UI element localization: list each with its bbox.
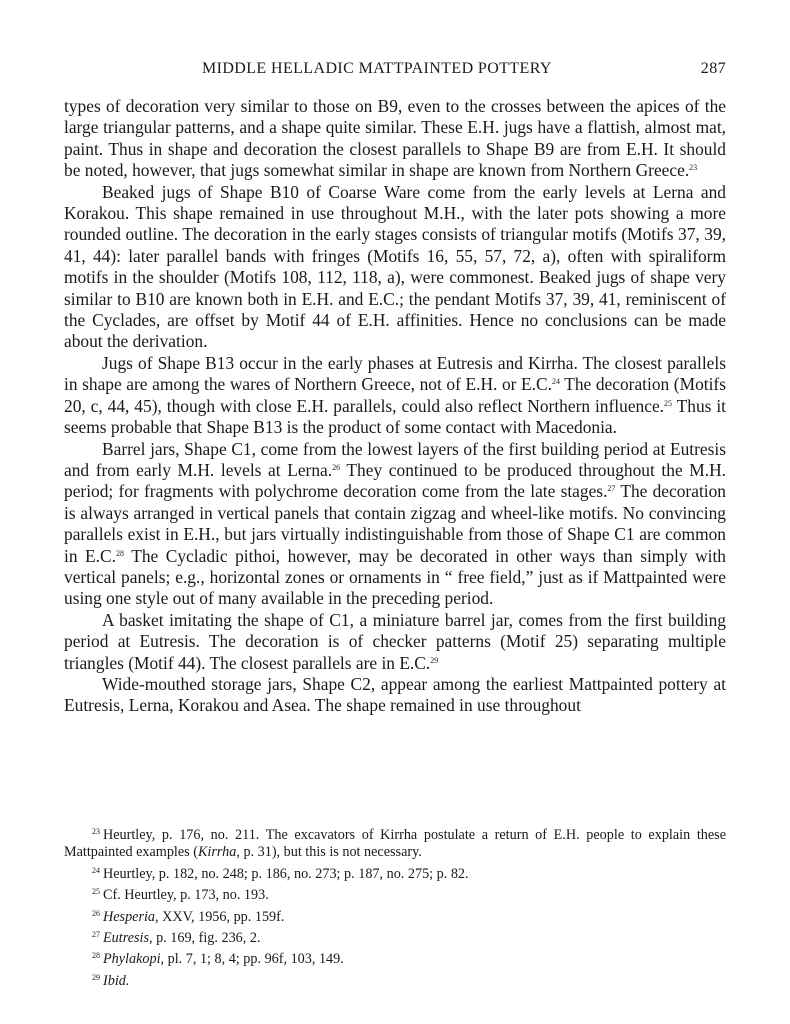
running-head: MIDDLE HELLADIC MATTPAINTED POTTERY xyxy=(202,60,552,77)
paragraph-text: Thus it seems probable that Shape B13 is the product of some contact with Macedonia. xyxy=(64,395,727,438)
footnote-italic: Ibid. xyxy=(103,972,130,989)
footnote-ref: 28 xyxy=(115,548,124,558)
paragraph-text: Beaked jugs of Shape B10 of Coarse Ware come from the early levels at Lerna and Korakou. This shape remained in use throughout M.H., with the later pots showing a more rounded outline. The decoration in the early stages consists of triangular motifs (Motifs 37, 39, 41, 44): later parallel bands with fringes (Motifs 16, 55, 57, 72, a), often with spiraliform motifs in the shoulder (Motifs 108, 112, 118, a), were commonest. Beaked jugs of shape very similar to B10 are known both in E.H. and E.C.; the pendant Motifs 37, 39, 41, reminiscent of the Cyclades, are offset by Motif 44 of E.H. affinities. Hence no conclusions can be made about the derivation. xyxy=(64,181,726,352)
paragraph-text: A basket imitating the shape of C1, a miniature barrel jar, comes from the first building period at Eutresis. The decoration is of checker patterns (Motif 25) separating multiple triangles (Motif 44). The closest parallels are in E.C. xyxy=(64,609,726,673)
footnote xyxy=(64,905,726,926)
footnote xyxy=(64,969,726,990)
paragraph xyxy=(64,96,726,182)
paragraph-text: Wide-mouthed storage jars, Shape C2, appear among the earliest Mattpainted pottery at Eutresis, Lerna, Korakou and Asea. The shape remained in use throughout xyxy=(64,673,726,716)
footnote-ref: 25 xyxy=(664,398,673,408)
footnote xyxy=(64,862,726,883)
footnote-text: pl. 7, 1; 8, 4; pp. 96f, 103, 149. xyxy=(164,951,344,968)
footnote-text: Heurtley, p. 182, no. 248; p. 186, no. 273; p. 187, no. 275; p. 82. xyxy=(103,865,469,882)
footnote-number: 23 xyxy=(92,827,100,836)
footnote-italic: Hesperia, xyxy=(103,908,159,925)
footnote-text: XXV, 1956, pp. 159f. xyxy=(158,908,285,925)
paragraph xyxy=(64,439,726,610)
paragraph-text: They continued to be produced throughout the M.H. period; for fragments with polychrome decoration come from the late stages. xyxy=(64,459,727,502)
paragraph-text: types of decoration very similar to those on B9, even to the crosses between the apices of the large triangular patterns, and a shape quite similar. These E.H. jugs have a flattish, almost mat, paint. Thus in shape and decoration the closest parallels to Shape B9 are from E.H. It should be noted, however, that jugs somewhat similar in shape are known from Northern Greece. xyxy=(64,96,726,181)
footnote-ref: 24 xyxy=(551,377,560,387)
body-text xyxy=(64,96,726,717)
footnote-italic: Phylakopi, xyxy=(103,951,165,968)
footnote-number: 29 xyxy=(92,972,100,982)
footnotes xyxy=(64,823,726,990)
footnote-italic: Kirrha, xyxy=(197,844,240,861)
footnote-number: 26 xyxy=(92,908,100,918)
paragraph-text: The Cycladic pithoi, however, may be decorated in other ways than simply with vertical panels; e.g., horizontal zones or ornaments in “ free field,” just as if Mattpainted were using one style out of many available in the preceding period. xyxy=(64,545,727,609)
footnote xyxy=(64,926,726,947)
footnote-number: 27 xyxy=(92,930,100,940)
paragraph xyxy=(64,674,726,717)
paragraph-text: The decoration (Motifs 20, c, 44, 45), though with close E.H. parallels, could also reflect Northern influence. xyxy=(64,374,726,416)
footnote-ref: 27 xyxy=(607,484,616,494)
footnote-ref: 26 xyxy=(332,462,341,472)
footnote-text: Heurtley, p. 176, no. 211. The excavators of Kirrha postulate a return of E.H. people to explain these Mattpainted examples ( xyxy=(64,827,726,861)
footnote-text: Cf. Heurtley, p. 173, no. 193. xyxy=(103,887,269,904)
page-number: 287 xyxy=(700,60,726,77)
page-header xyxy=(64,60,726,84)
footnote-ref: 23 xyxy=(689,163,698,173)
footnote xyxy=(64,883,726,904)
paragraph-text: Jugs of Shape B13 occur in the early phases at Eutresis and Kirrha. The closest parallels in shape are among the wares of Northern Greece, not of E.H. or E.C. xyxy=(64,352,726,395)
paragraph-text: Barrel jars, Shape C1, come from the lowest layers of the first building period at Eutresis and from early M.H. levels at Lerna. xyxy=(64,438,726,480)
footnote-number: 25 xyxy=(92,887,100,897)
footnote-text: p. 31), but this is not necessary. xyxy=(239,844,422,861)
paragraph-text: The decoration is always arranged in vertical panels that contain zigzag and wheel-like motifs. No convincing parallels exist in E.H., but jars virtually indistinguishable from those of Shape C1 are common in E.C. xyxy=(64,481,726,566)
footnote xyxy=(64,823,726,862)
footnote-number: 28 xyxy=(92,951,100,961)
paragraph xyxy=(64,610,726,674)
footnote-ref: 29 xyxy=(430,655,439,665)
footnote-text: p. 169, fig. 236, 2. xyxy=(152,930,261,947)
footnote-italic: Eutresis, xyxy=(103,930,153,947)
footnote-number: 24 xyxy=(92,865,100,875)
paragraph xyxy=(64,182,726,353)
footnote xyxy=(64,947,726,968)
paragraph xyxy=(64,353,726,439)
